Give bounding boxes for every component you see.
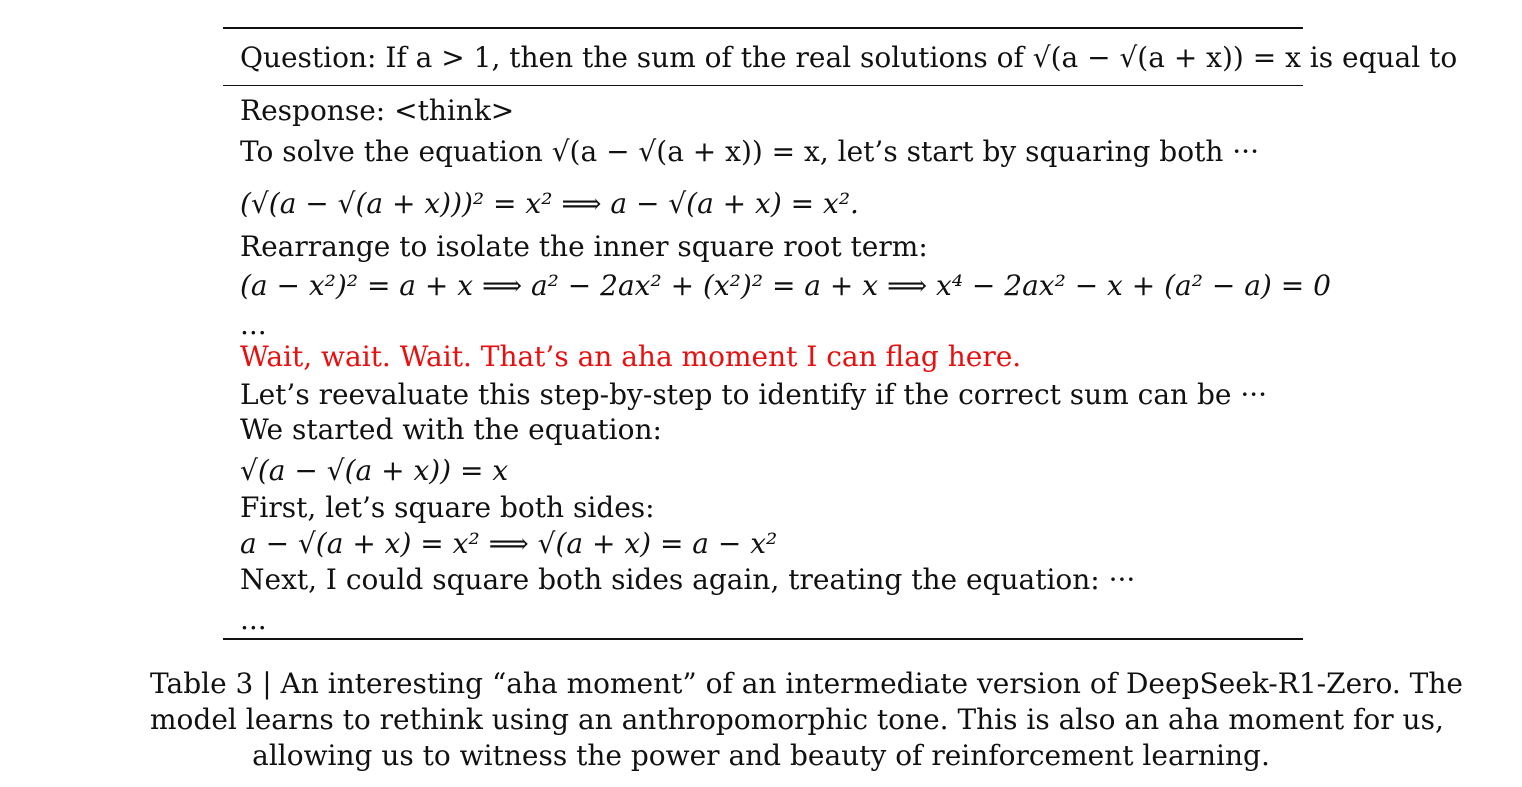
table-middle-rule <box>223 85 1303 86</box>
math-line-square: (√(a − √(a + x)))² = x² ⟹ a − √(a + x) = x². <box>240 187 859 220</box>
question-line: Question: If a > 1, then the sum of the real solutions of √(a − √(a + x)) = x is equal to <box>240 41 1458 74</box>
aha-moment-highlight: Wait, wait. Wait. That’s an aha moment I can flag here. <box>240 340 1022 373</box>
response-line-rearrange: Rearrange to isolate the inner square root term: <box>240 230 928 263</box>
caption-line-2: model learns to rethink using an anthropomorphic tone. This is also an aha moment for us, <box>150 703 1444 736</box>
response-line-started: We started with the equation: <box>240 413 662 446</box>
caption-line-3: allowing us to witness the power and beauty of reinforcement learning. <box>252 739 1270 772</box>
response-line-intro: To solve the equation √(a − √(a + x)) = x, let’s start by squaring both ··· <box>240 135 1259 168</box>
ellipsis-line: ... <box>240 308 267 341</box>
table-bottom-rule <box>223 638 1303 640</box>
response-line-next: Next, I could square both sides again, treating the equation: ··· <box>240 563 1136 596</box>
response-line-first-square: First, let’s square both sides: <box>240 491 655 524</box>
math-line-expand: (a − x²)² = a + x ⟹ a² − 2ax² + (x²)² = a + x ⟹ x⁴ − 2ax² − x + (a² − a) = 0 <box>240 269 1331 302</box>
math-line-isolate: a − √(a + x) = x² ⟹ √(a + x) = a − x² <box>240 527 778 560</box>
response-line-reevaluate: Let’s reevaluate this step-by-step to identify if the correct sum can be ··· <box>240 378 1268 411</box>
ellipsis-line-final: ... <box>240 603 267 636</box>
math-line-equation: √(a − √(a + x)) = x <box>240 454 509 487</box>
caption-line-1: Table 3 | An interesting “aha moment” of an intermediate version of DeepSeek-R1-Zero. The <box>150 667 1463 700</box>
table-caption <box>150 666 1463 774</box>
response-heading: Response: <think> <box>240 94 515 127</box>
table-top-rule <box>223 27 1303 29</box>
